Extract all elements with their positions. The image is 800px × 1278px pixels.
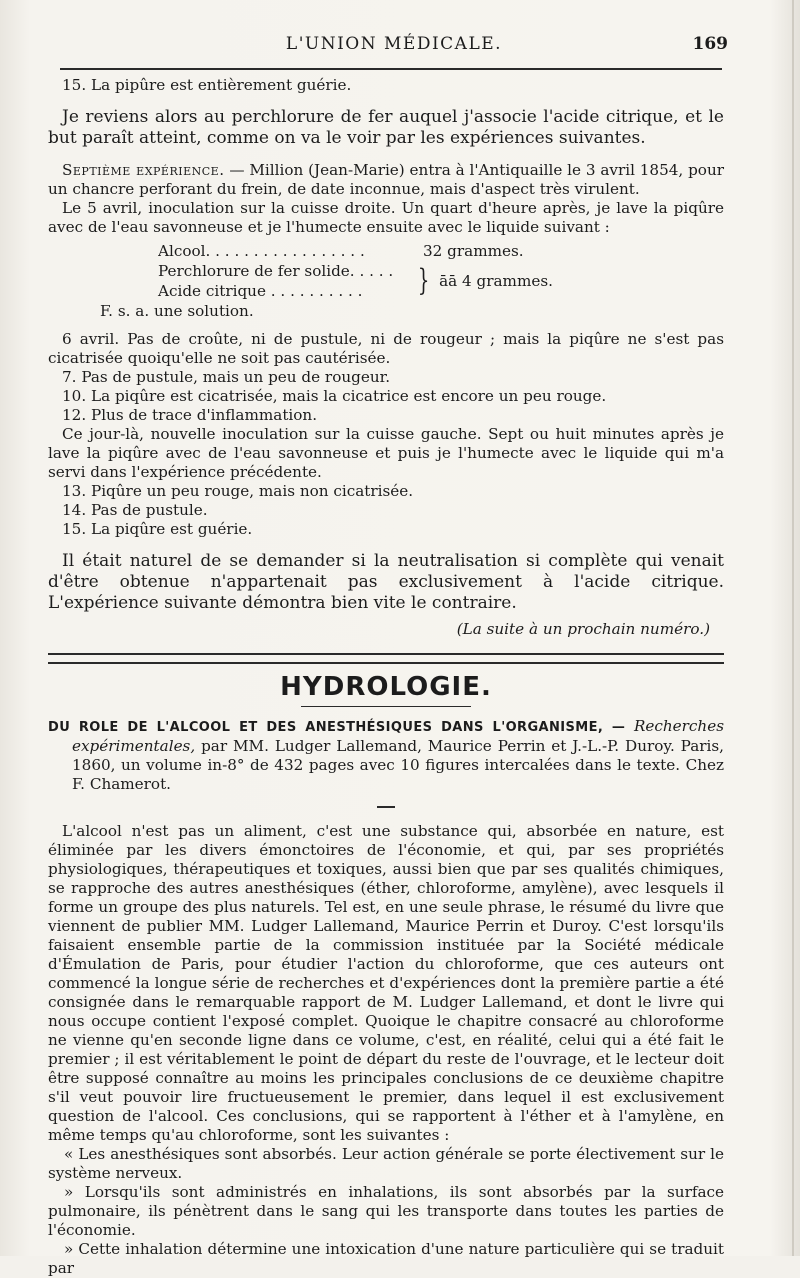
quote-paragraph: « Les anesthésiques sont absorbés. Leur action générale se porte électivement sur le système nerveux. bbox=[48, 1145, 724, 1182]
review-authors: par MM. Ludger Lallemand, Maurice Perrin et J.-L.-P. Duroy. Paris, 1860, un volume in-8° de 432 pages avec 10 figures intercalées dans le texte. Chez F. Chamerot. bbox=[72, 737, 724, 793]
observation-line: 13. Piqûre un peu rouge, mais non cicatrisée. bbox=[62, 482, 414, 500]
experiment-label: Septième expérience. bbox=[62, 161, 225, 179]
article-paragraph: L'alcool n'est pas un aliment, c'est une substance qui, absorbée en nature, est éliminée par les divers émonctoires de l'économie, et qui, par ses propriétés physiologiques, thérapeutiques et toxiques, aussi bien que par ses qualités chimiques, se rapproche des autres anesthésiques (éther, chloroforme, amylène), avec lesquels il forme un groupe des plus naturels. Tel est, en une seule phrase, le résumé du livre que viennent de publier MM. Ludger Lallemand, Maurice Perrin et Duroy. C'est lorsqu'ils faisaient ensemble partie de la commission instituée par la Société médicale d'Émulation de Paris, pour étudier l'action du chloroforme, que ces auteurs ont commencé la longue série de recherches et d'expériences dont la première partie a été consignée dans le remarquable rapport de M. Ludger Lallemand, et dont le livre qui nous occupe contient l'exposé complet. Quoique le chapitre consacré au chloroforme ne vienne qu'en seconde ligne dans ce volume, c'est, en réalité, celui qui a été fait le premier ; il est véritablement le point de départ du reste de l'ouvrage, et le lecteur doit être supposé connaître au moins les principales conclusions de ce deuxième chapitre s'il veut pouvoir lire fructueusement le premier, dans lequel il est exclusivement question de l'alcool. Ces conclusions, qui se rapportent à l'éther et à l'amylène, en même temps qu'au chloroforme, sont les suivantes : bbox=[48, 822, 724, 1144]
observation-line: Ce jour-là, nouvelle inoculation sur la cuisse gauche. Sept ou huit minutes après je lave la piqûre avec de l'eau savonneuse et puis je l'humecte avec le liquide qui m'a servi dans l'expérience précédente. bbox=[48, 425, 724, 481]
ingredient-name: Acide citrique . . . . . . . . . . bbox=[158, 282, 363, 300]
seventh-experiment-paragraph bbox=[48, 161, 724, 199]
quote-paragraph: » Lorsqu'ils sont administrés en inhalations, ils sont absorbés par la surface pulmonaire, ils pénètrent dans le sang qui les transporte dans toutes les parties de l'économie. bbox=[48, 1183, 724, 1239]
observation-line: 12. Plus de trace d'inflammation. bbox=[62, 406, 318, 424]
continuation-note: (La suite à un prochain numéro.) bbox=[456, 620, 710, 638]
conclusion-paragraph: Il était naturel de se demander si la neutralisation si complète qui venait d'être obtenue n'appartenait pas exclusivement à l'acide citrique. L'expérience suivante démontra bien vite le contraire. bbox=[48, 551, 724, 613]
formula-group bbox=[158, 261, 578, 301]
review-subtitle: Recherches expérimentales, bbox=[72, 717, 724, 755]
ingredient-name: Perchlorure de fer solide. . . . . bbox=[158, 262, 394, 280]
ingredient-quantity: 32 grammes. bbox=[423, 242, 524, 260]
ingredient-name: Alcool. . . . . . . . . . . . . . . . . bbox=[158, 242, 365, 260]
inoculation-paragraph: Le 5 avril, inoculation sur la cuisse droite. Un quart d'heure après, je lave la piqûre avec de l'eau savonneuse et je l'humecte ensuite avec le liquide suivant : bbox=[48, 199, 724, 236]
transition-paragraph: Je reviens alors au perchlorure de fer auquel j'associe l'acide citrique, et le but paraît atteint, comme on va le voir par les expériences suivantes. bbox=[48, 107, 724, 148]
review-citation bbox=[48, 717, 724, 794]
observation-line: 7. Pas de pustule, mais un peu de rougeur. bbox=[62, 368, 391, 386]
section-divider bbox=[48, 653, 724, 664]
section-title: HYDROLOGIE. bbox=[280, 672, 492, 702]
short-divider bbox=[377, 806, 395, 808]
curly-brace: } bbox=[417, 263, 430, 298]
page-body bbox=[48, 76, 724, 1278]
page-number: 169 bbox=[692, 34, 728, 54]
observation-list bbox=[48, 330, 724, 539]
review-heading: DU ROLE DE L'ALCOOL ET DES ANESTHÉSIQUES DANS L'ORGANISME, — bbox=[48, 720, 626, 735]
grouped-ingredients bbox=[158, 261, 414, 301]
observation-line: 14. Pas de pustule. bbox=[62, 501, 208, 519]
formula-row bbox=[158, 241, 578, 261]
running-header bbox=[60, 34, 728, 58]
journal-title: L'UNION MÉDICALE. bbox=[285, 34, 503, 54]
observation-line: 15. La piqûre est guérie. bbox=[62, 520, 253, 538]
prescription-formula bbox=[100, 241, 578, 321]
observation-line: 10. La piqûre est cicatrisée, mais la cicatrice est encore un peu rouge. bbox=[62, 387, 607, 405]
experiment-text: — Million (Jean-Marie) entra à l'Antiquaille le 3 avril 1854, pour un chancre perforant du frein, de date inconnue, mais d'aspect très virulent. bbox=[48, 161, 724, 198]
quote-paragraph: » Cette inhalation détermine une intoxication d'une nature particulière qui se traduit par bbox=[48, 1240, 724, 1277]
formula-instruction: F. s. a. une solution. bbox=[100, 302, 254, 320]
header-rule bbox=[60, 68, 722, 70]
title-underline bbox=[301, 706, 471, 707]
ingredient-quantity: āā 4 grammes. bbox=[439, 272, 553, 290]
page-edge-shadow bbox=[792, 0, 794, 1256]
observation-line: 6 avril. Pas de croûte, ni de pustule, ni de rougeur ; mais la piqûre ne s'est pas cicatrisée quoiqu'elle ne soit pas cautérisée. bbox=[48, 330, 724, 367]
observation-line: 15. La pipûre est entièrement guérie. bbox=[62, 76, 352, 94]
